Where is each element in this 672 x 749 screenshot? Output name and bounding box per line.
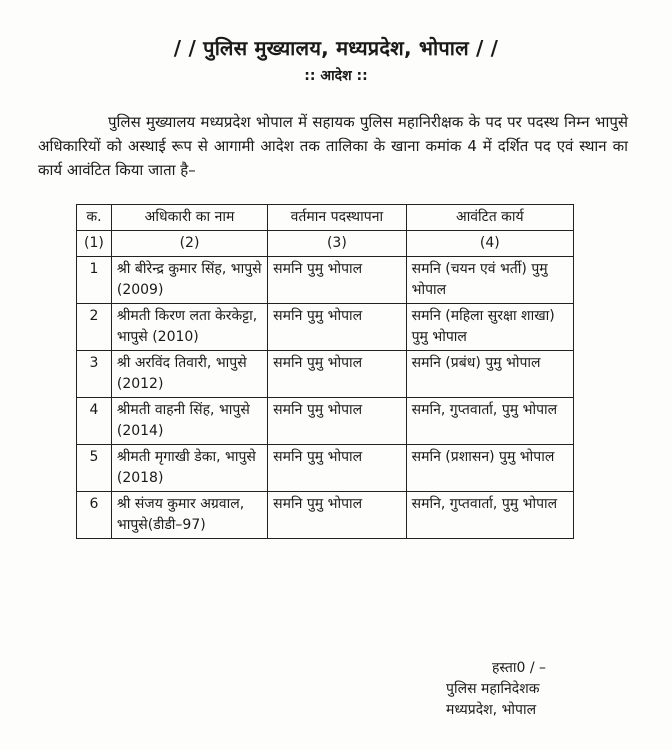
current-posting-cell: समनि पुमु भोपाल bbox=[268, 492, 406, 539]
table-row bbox=[77, 304, 574, 351]
officer-name-cell: श्री अरविंद तिवारी, भापुसे (2012) bbox=[111, 351, 267, 398]
table-column-number-row bbox=[77, 231, 574, 257]
officer-name-cell: श्रीमती वाहनी सिंह, भापुसे (2014) bbox=[111, 398, 267, 445]
table-row bbox=[77, 445, 574, 492]
serial-cell: 2 bbox=[77, 304, 112, 351]
signatory-location: मध्यप्रदेश, भोपाल bbox=[446, 702, 537, 718]
current-posting-cell: समनि पुमु भोपाल bbox=[268, 398, 406, 445]
officer-name-cell: श्री बीरेन्द्र कुमार सिंह, भापुसे (2009) bbox=[111, 257, 267, 304]
assigned-work-cell: समनि (प्रबंध) पुमु भोपाल bbox=[406, 351, 573, 398]
current-posting-cell: समनि पुमु भोपाल bbox=[268, 304, 406, 351]
header-assigned-work: आवंटित कार्य bbox=[406, 205, 573, 231]
assigned-work-cell: समनि, गुप्तवार्ता, पुमु भोपाल bbox=[406, 398, 573, 445]
assignment-table bbox=[76, 204, 574, 539]
col-number: (1) bbox=[77, 231, 112, 257]
table-header-row bbox=[77, 205, 574, 231]
col-number: (4) bbox=[406, 231, 573, 257]
signature-mark: हस्ता0 / – bbox=[492, 660, 547, 676]
assigned-work-cell: समनि (प्रशासन) पुमु भोपाल bbox=[406, 445, 573, 492]
signatory-designation: पुलिस महानिदेशक bbox=[446, 681, 540, 697]
officer-name-cell: श्रीमती किरण लता केरकेट्टा, भापुसे (2010) bbox=[111, 304, 267, 351]
signature-block bbox=[446, 658, 546, 721]
officer-name-cell: श्रीमती मृगाखी डेका, भापुसे (2018) bbox=[111, 445, 267, 492]
current-posting-cell: समनि पुमु भोपाल bbox=[268, 257, 406, 304]
col-number: (3) bbox=[268, 231, 406, 257]
table-row bbox=[77, 351, 574, 398]
header-current-posting: वर्तमान पदस्थापना bbox=[268, 205, 406, 231]
serial-cell: 6 bbox=[77, 492, 112, 539]
serial-cell: 1 bbox=[77, 257, 112, 304]
serial-cell: 3 bbox=[77, 351, 112, 398]
officer-name-cell: श्री संजय कुमार अग्रवाल, भापुसे(डीडी–97) bbox=[111, 492, 267, 539]
table-row bbox=[77, 492, 574, 539]
table-row bbox=[77, 257, 574, 304]
assigned-work-cell: समनि, गुप्तवार्ता, पुमु भोपाल bbox=[406, 492, 573, 539]
current-posting-cell: समनि पुमु भोपाल bbox=[268, 351, 406, 398]
document-title: / / पुलिस मुख्यालय, मध्यप्रदेश, भोपाल / / bbox=[173, 36, 499, 60]
assigned-work-cell: समनि (महिला सुरक्षा शाखा) पुमु भोपाल bbox=[406, 304, 573, 351]
current-posting-cell: समनि पुमु भोपाल bbox=[268, 445, 406, 492]
order-paragraph: पुलिस मुख्यालय मध्यप्रदेश भोपाल में सहायक पुलिस महानिरीक्षक के पद पर पदस्थ निम्न भापुसे अधिकारियों को अस्थाई रूप से आगामी आदेश तक तालिका के खाना कमांक 4 में दर्शित पद एवं स्थान का कार्य आवंटित किया जाता है– bbox=[38, 113, 628, 179]
document-subtitle: :: आदेश :: bbox=[304, 68, 368, 84]
assigned-work-cell: समनि (चयन एवं भर्ती) पुमु भोपाल bbox=[406, 257, 573, 304]
header-officer-name: अधिकारी का नाम bbox=[111, 205, 267, 231]
serial-cell: 5 bbox=[77, 445, 112, 492]
serial-cell: 4 bbox=[77, 398, 112, 445]
col-number: (2) bbox=[111, 231, 267, 257]
table-row bbox=[77, 398, 574, 445]
header-serial: क. bbox=[77, 205, 112, 231]
